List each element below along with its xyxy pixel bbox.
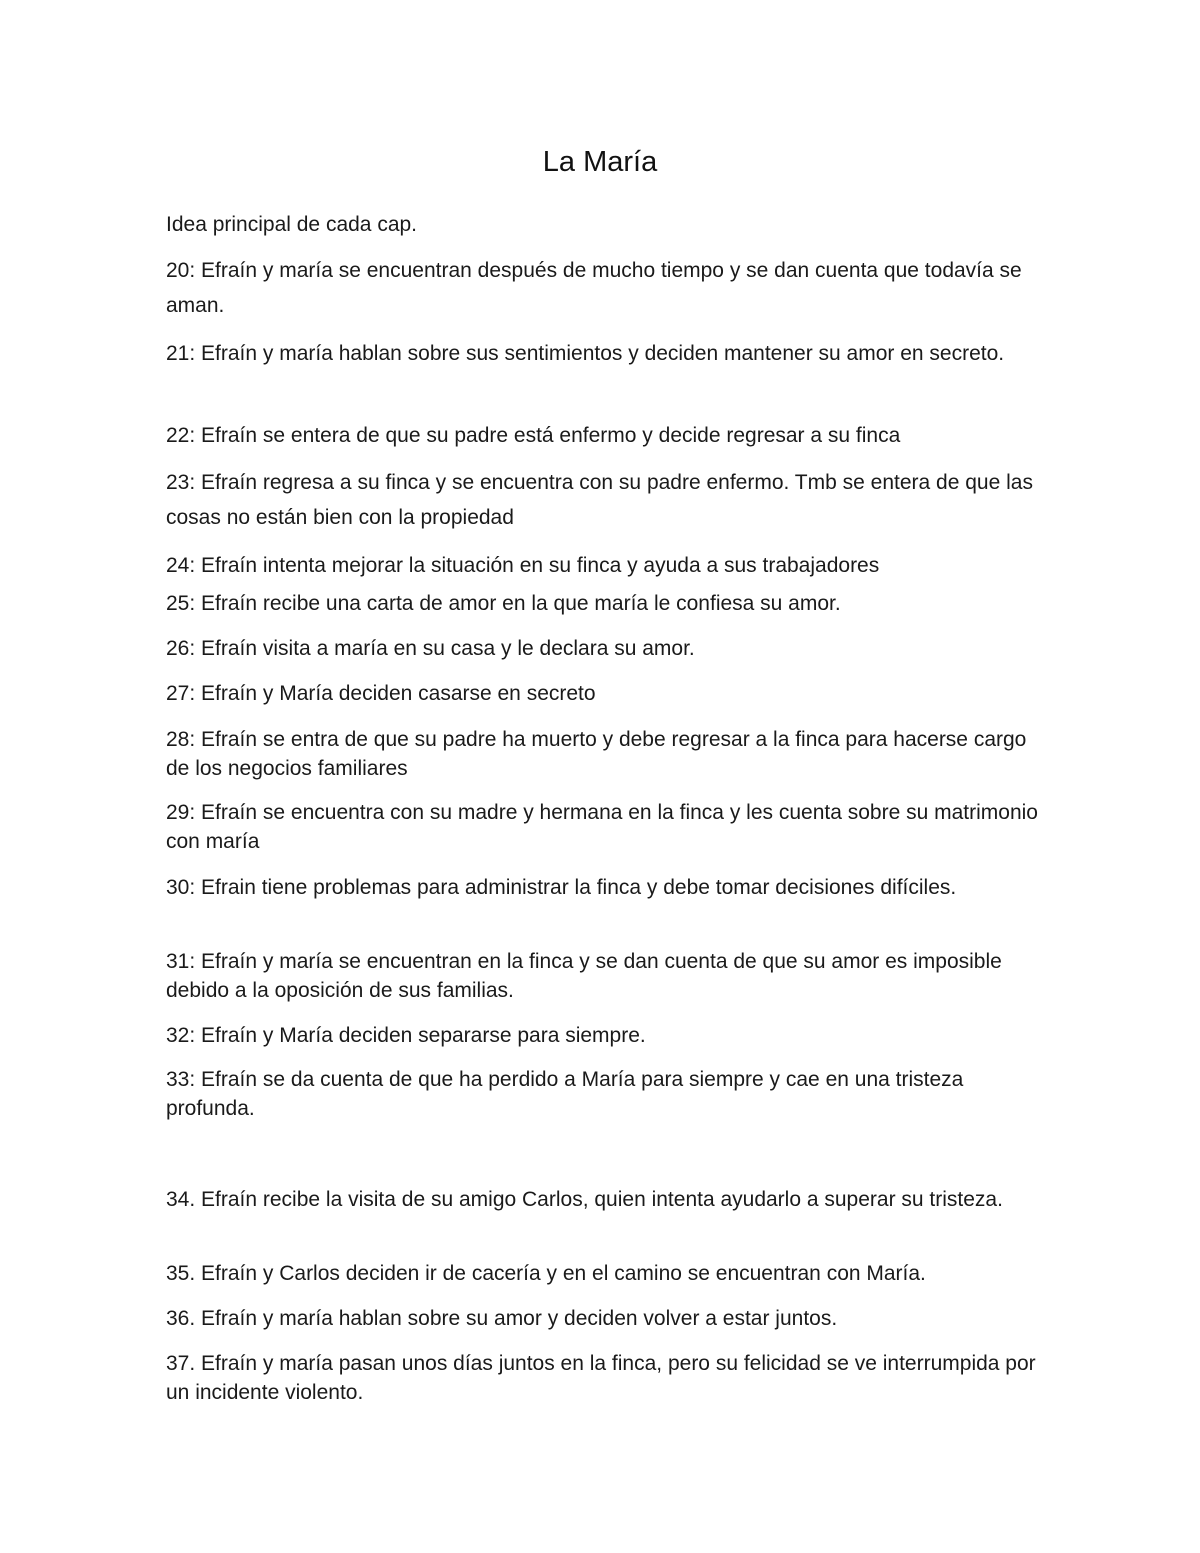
chapter-35: 35. Efraín y Carlos deciden ir de cacería y en el camino se encuentran con María.	[166, 1262, 926, 1285]
chapter-36: 36. Efraín y maría hablan sobre su amor y deciden volver a estar juntos.	[166, 1307, 838, 1330]
chapter-37: 37. Efraín y maría pasan unos días juntos en la finca, pero su felicidad se ve interrumpida por un incidente violento.	[166, 1352, 1036, 1404]
chapter-27: 27: Efraín y María deciden casarse en secreto	[166, 682, 596, 705]
chapter-31: 31: Efraín y maría se encuentran en la finca y se dan cuenta de que su amor es imposible debido a la oposición de sus familias.	[166, 950, 1002, 1002]
document-title: La María	[542, 146, 658, 178]
intro-line: Idea principal de cada cap.	[166, 213, 418, 236]
chapter-20: 20: Efraín y maría se encuentran después de mucho tiempo y se dan cuenta que todavía se aman.	[166, 259, 1022, 317]
chapter-23: 23: Efraín regresa a su finca y se encuentra con su padre enfermo. Tmb se entera de que las cosas no están bien con la propiedad	[166, 471, 1033, 529]
chapter-33: 33: Efraín se da cuenta de que ha perdido a María para siempre y cae en una tristeza profunda.	[166, 1068, 964, 1120]
chapter-34: 34. Efraín recibe la visita de su amigo Carlos, quien intenta ayudarlo a superar su tristeza.	[166, 1188, 1003, 1211]
chapter-25: 25: Efraín recibe una carta de amor en la que maría le confiesa su amor.	[166, 592, 841, 615]
chapter-21: 21: Efraín y maría hablan sobre sus sentimientos y deciden mantener su amor en secreto.	[166, 342, 1005, 365]
chapter-26: 26: Efraín visita a maría en su casa y le declara su amor.	[166, 637, 695, 660]
chapter-29: 29: Efraín se encuentra con su madre y hermana en la finca y les cuenta sobre su matrimonio con maría	[166, 801, 1038, 853]
chapter-24: 24: Efraín intenta mejorar la situación en su finca y ayuda a sus trabajadores	[166, 554, 880, 577]
chapter-22: 22: Efraín se entera de que su padre está enfermo y decide regresar a su finca	[166, 424, 901, 447]
chapter-28: 28: Efraín se entra de que su padre ha muerto y debe regresar a la finca para hacerse cargo de los negocios familiares	[166, 728, 1027, 780]
chapter-32: 32: Efraín y María deciden separarse para siempre.	[166, 1024, 646, 1047]
chapter-30: 30: Efrain tiene problemas para administrar la finca y debe tomar decisiones difíciles.	[166, 876, 957, 899]
